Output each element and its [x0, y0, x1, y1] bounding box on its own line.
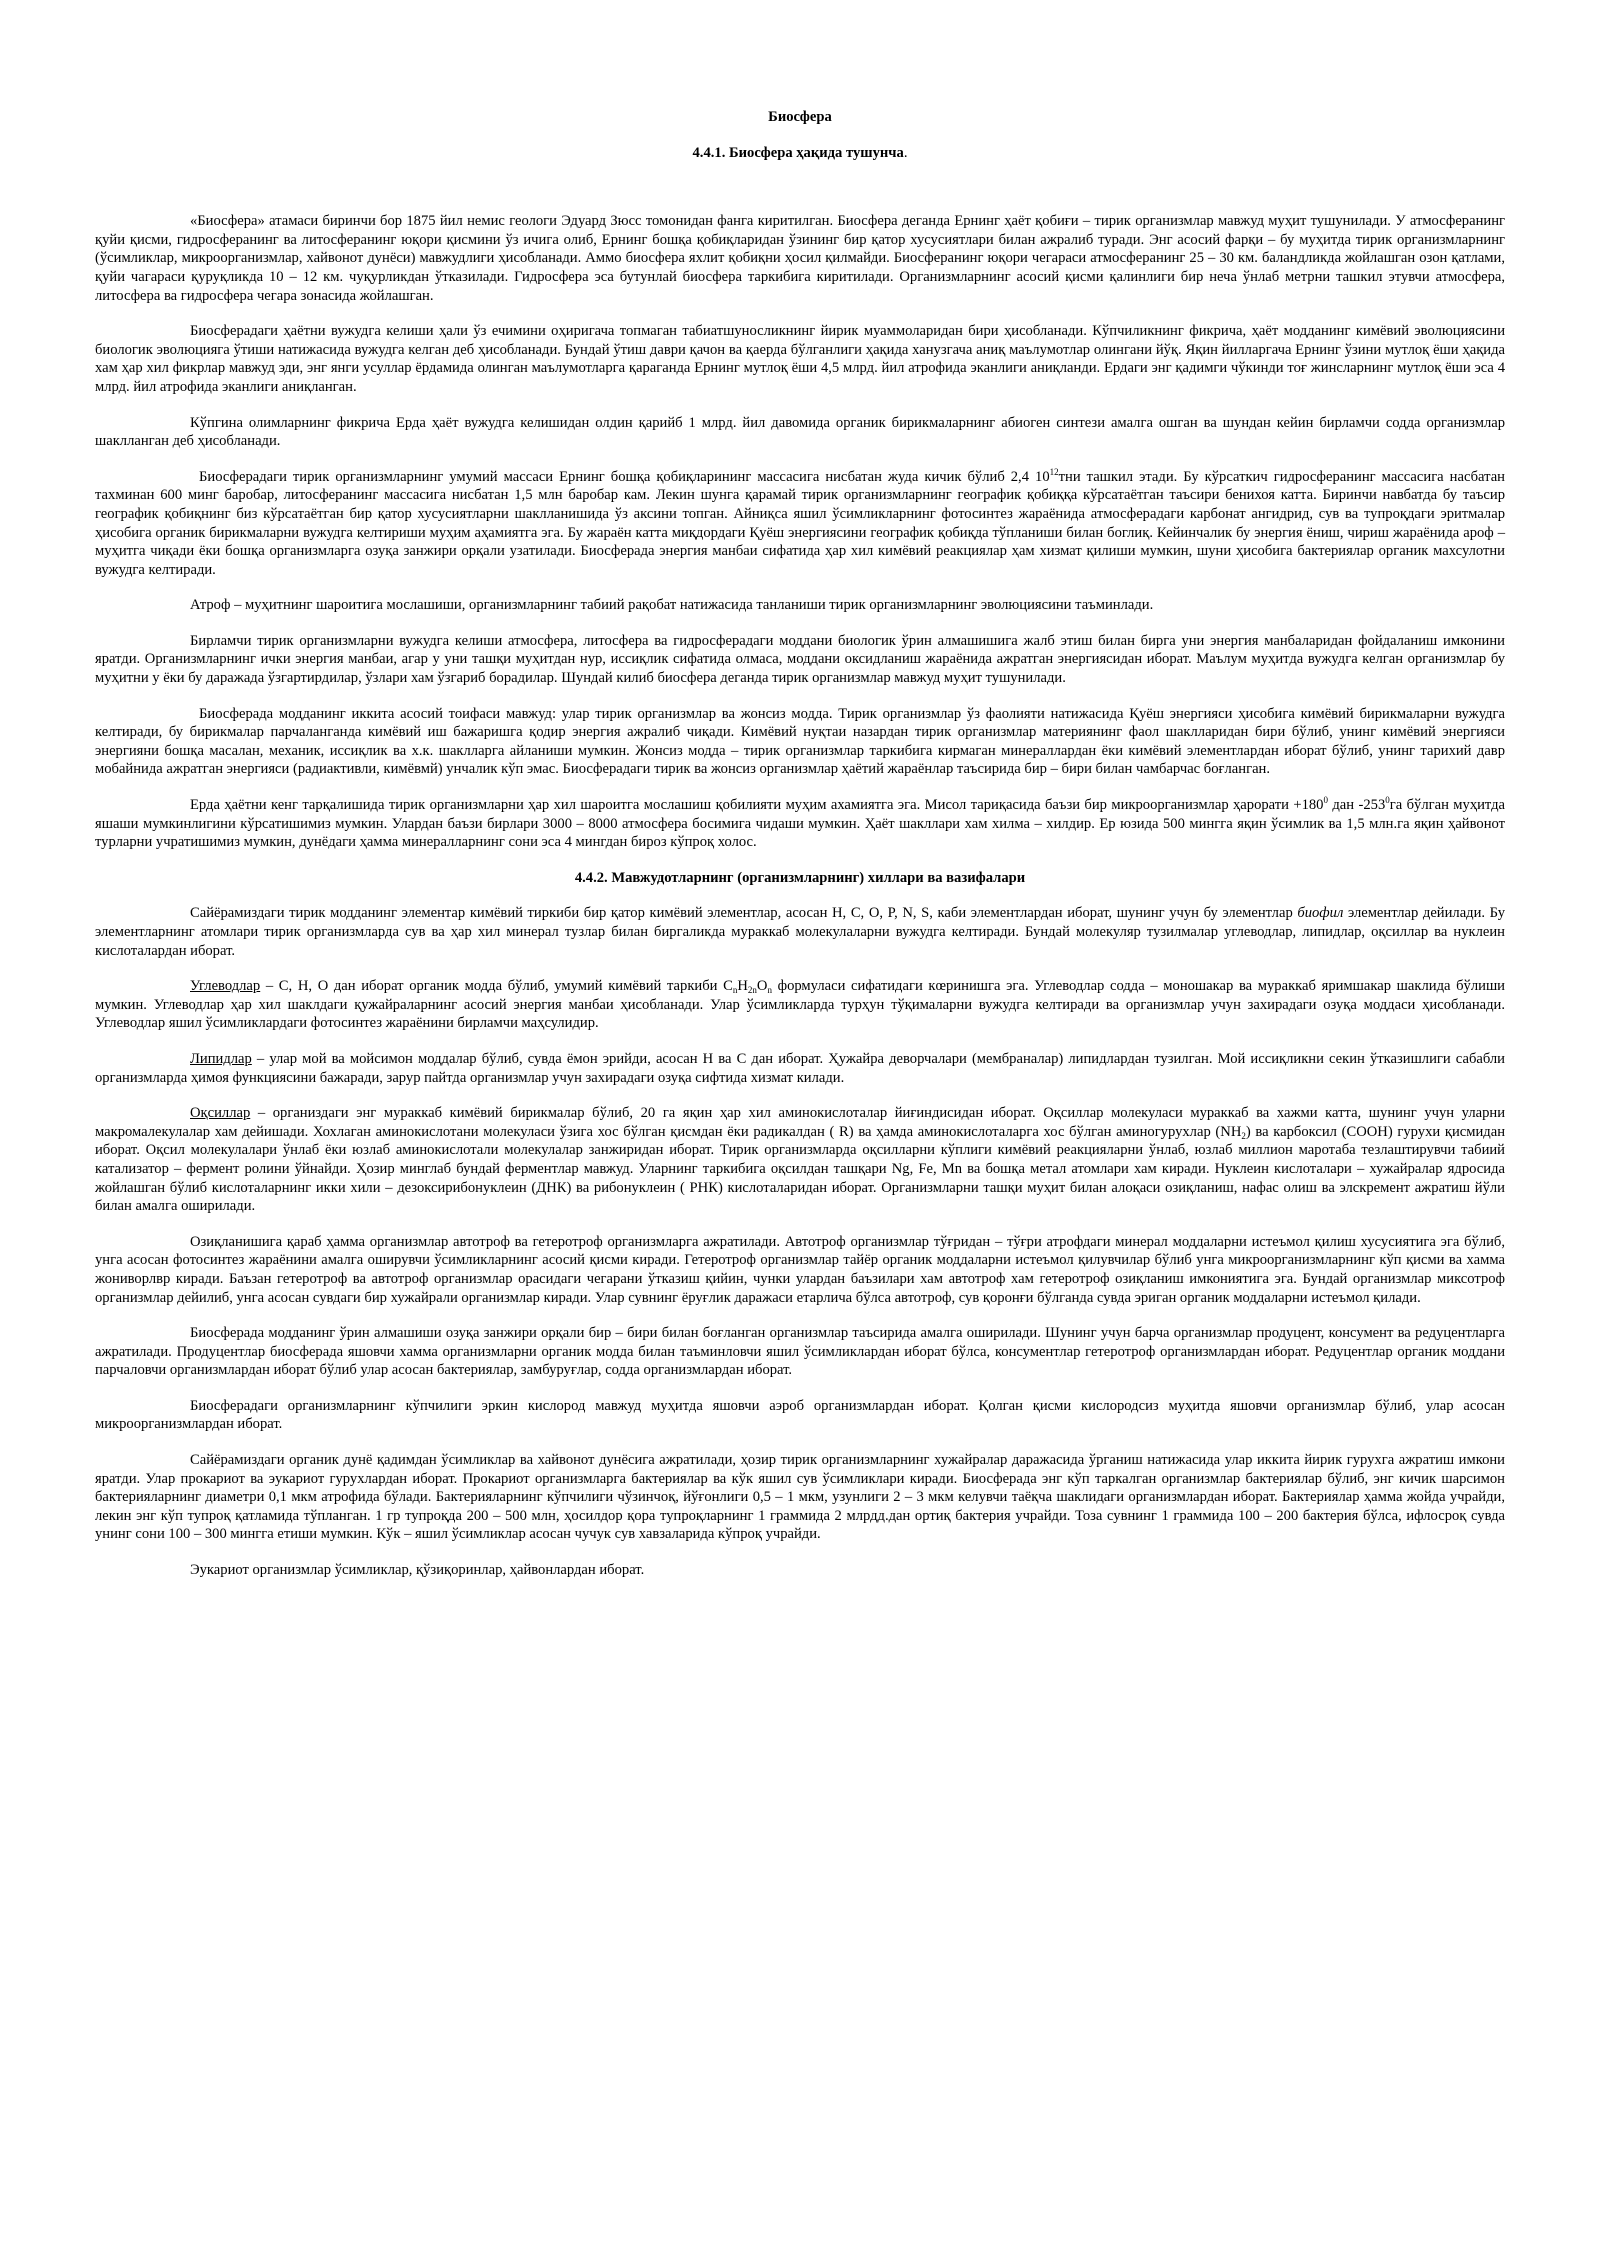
formula-h: H — [737, 978, 748, 995]
paragraph-9-text-a: Сайёрамиздаги тирик модданинг элементар кимёвий тиркиби бир қатор кимёвий элементлар, асосан H, C, O, P, N, S, каби элементлардан иборат, шунинг учун бу элементлар — [190, 905, 1298, 922]
term-lipids: Липидлар — [190, 1050, 252, 1067]
paragraph-12-subscript: 2 — [1241, 1130, 1246, 1141]
paragraph-4-superscript: 12 — [1049, 466, 1059, 477]
section-heading-text: 4.4.1. Биосфера ҳақида тушунча — [692, 144, 904, 161]
paragraph-10 — [95, 977, 1505, 1033]
paragraph-4-text-b: тни ташкил этади. Бу кўрсаткич гидросферанинг массасига насбатан тахминан 600 минг баробар, литосферанинг массасига нисбатан 1,5 млн баробар кам. Лекин шунга қарамай тирик организмларнинг географик қобиққа кўрсатаётган таъсири бенихоя катта. Биринчи навбатда бу таъсир географик қобиқнинг биз кўрсатаётган бир қатор хусусиятларни шаклланишида ўз аксини топган. Айниқса яшил ўсимликларнинг фотосинтез жараёнида атмосферадаги карбонат ангидрид, сув ва тупроқдаги эритмалар ҳисобига органик бирикмаларни вужудга келтириши муҳим аҳамиятга эга. Бу жараён катта миқдордаги Қуёш энергиясини географик қобиқда тўпланиши билан боглиқ. Кейинчалик бу энергия ёниш, чириш жараёнида ароф – муҳитга чиқади ёки бошқа организмларга озуқа занжири орқали узатилади. Биосферада энергия манбаи сифатида ҳар хил кимёвий реакциялар ҳам хизмат қилиши мумкин, шуни ҳисобига бактериялар органик махсулотни вужудга келтиради. — [95, 468, 1505, 578]
paragraph-9-text-b: элементлар дейилади. Бу элементларнинг атомлари тирик организмларда сув ва ҳар хил минерал тузлар билан биргаликда мураккаб молекулаларни вужудга келтиради. Бундай молекуляр тузилмалар углеводлар, липидлар, оқсиллар ва нуклеин кислоталардан иборат. — [95, 905, 1505, 959]
section-heading-4-4-1 — [95, 144, 1505, 163]
paragraph-4-text-a: Биосферадаги тирик организмларнинг умумий массаси Ернинг бошқа қобиқларининг массасига нисбатан жуда кичик бўлиб 2,4 10 — [199, 468, 1050, 485]
paragraph-9 — [95, 904, 1505, 960]
paragraph-4 — [95, 468, 1505, 580]
paragraph-17: Эукариот организмлар ўсимликлар, қўзиқоринлар, ҳайвонлардан иборат. — [190, 1562, 645, 1579]
paragraph-12-text-a: – организдаги энг мураккаб кимёвий бирикмалар бўлиб, 20 га яқин ҳар хил аминокислоталар йиғиндисидан иборат. Оқсиллар молекуласи мураккаб ва хажми катта, шунинг учун уларни макромалекулалар хам дейишади. Хохлаган аминокислотани молекуласи ўзига хос бўлган қисмдан ёки радикалдан ( R) ва ҳамда аминокислоталарга хос бўлган аминогурухлар (NH — [95, 1105, 1505, 1140]
document-title: Биосфера — [768, 109, 832, 125]
paragraph-14: Биосферада модданинг ўрин алмашиши озуқа занжири орқали бир – бири билан боғланган организмлар таъсирида амалга оширилади. Шунинг учун барча организмлар продуцент, консумент ва редуцентларга ажратилади. Продуцентлар биосферада яшовчи хамма организмларни органик модда билан таъминловчи яшил ўсимликлардан иборат бўлса, консументлар гетеротроф организмлардан иборат. Редуцентлар органик моддани парчаловчи организмлардан иборат бўлиб улар асосан бактериялар, замбуруғлар, содда организмлардан иборат. — [95, 1325, 1505, 1379]
paragraph-8-text-a: Ерда ҳаётни кенг тарқалишида тирик организмларни ҳар хил шароитга мослашиш қобилияти муҳим ахамиятга эга. Мисол тариқасида баъзи бир микроорганизмлар ҳарорати +180 — [190, 797, 1324, 814]
paragraph-6: Бирламчи тирик организмларни вужудга келиши атмосфера, литосфера ва гидросферадаги моддани биологик ўрин алмашишига жалб этиш билан бирга уни энергия манбаларидан фойдаланиш имконини яратди. Организмларнинг ички энергия манбаи, агар у уни ташқи муҳитдан нур, иссиқлик сифатида олмаса, моддани оксидланиш жараёнида ажратган энергиясидан иборат. Маълум муҳитда вужудга келган организмлар бу муҳитни у ёки бу даражада ўзгартирдилар, ўзлари хам ўзгариб борадилар. Шундай килиб биосфера деганда тирик организмлар мавжуд муҳит тушунилади. — [95, 632, 1505, 687]
formula-sub-1: n — [732, 985, 738, 996]
paragraph-10-text-a: – C, H, O дан иборат органик модда бўлиб, умумий кимёвий таркиби C — [260, 978, 733, 995]
section-heading-period: . — [903, 144, 908, 161]
paragraph-10-text-d: формуласи сифатидаги кœринишга эга. Углеводлар содда – моношакар ва мураккаб яримшакар шаклида бўлиши мумкин. Углеводлар ҳар хил шаклдаги қужайраларнинг асосий энергия манбаи ҳисобланади. Улар ўсимликларда турҳун тўқималарни вужудга келтиради ва организмлар учун захирадаги озуқа моддаси ҳисобланади. Углеводлар яшил ўсимликлардаги фотосинтез жараёнини бирламчи маҳсулидир. — [95, 978, 1505, 1032]
paragraph-8-degree-1: 0 — [1323, 795, 1328, 806]
paragraph-16: Сайёрамиздаги органик дунё қадимдан ўсимликлар ва хайвонот дунёсига ажратилади, ҳозир тирик организмларнинг хужайралар даражасида ўрганиш натижасида улар иккита йирик гурухга ажратиш имкони яратди. Улар прокариот ва эукариот гурухлардан иборат. Прокариот организмларга бактериялар ва кўк яшил сув ўсимликлари киради. Биосферада энг кўп таркалган организмлар бактериялар бўлиб, энг кичик шарсимон бактерияларнинг диаметри 0,1 мкм атрофида бўлади. Бактерияларнинг кўпчилиги чўзинчоқ, йўғонлиги 0,5 – 1 мкм, узунлиги 2 – 3 мкм келувчи таёқча шаклидаги организмлардан иборат. Бактериялар ҳамма жойда учрайди, лекин энг кўп тупроқ қатламида тўпланган. 1 гр тупроқда 200 – 500 млн, ҳосилдор қора тупроқларнинг 1 граммида 2 млрдд.дан ортиқ бактерия учрайди. Тоза сувнинг 1 граммида 100 – 200 бактерия бўлса, ифлосроқ сувда унинг сони 100 – 300 мингга етиши мумкин. Кўк – яшил ўсимликлар асосан чучук сув хавзаларида кўпроқ учрайди. — [95, 1452, 1505, 1543]
document-page — [95, 108, 1505, 1580]
paragraph-12 — [95, 1104, 1505, 1216]
paragraph-5: Атроф – муҳитнинг шароитига мослашиши, организмларнинг табиий рақобат натижасида танланиши тирик организмларнинг эволюциясини таъминлади. — [190, 597, 1154, 614]
paragraph-8-degree-2: 0 — [1385, 795, 1390, 806]
paragraph-11 — [95, 1050, 1505, 1087]
formula-sub-2: 2n — [747, 985, 757, 996]
formula-o: O — [756, 978, 768, 995]
paragraph-2: Биосферадаги ҳаётни вужудга келиши ҳали ўз ечимини оҳиригача топмаган табиатшуносликнинг йирик муаммоларидан бири ҳисобланади. Кўпчиликнинг фикрича, ҳаёт модданинг кимёвий эволюциясини биологик эволюцияга ўтиши натижасида вужудга келган деб ҳисобланади. Бундай ўтиш даври қачон ва қаерда бўлганлиги ҳақида ханузгача аниқ маълумотлар олингани йўқ. Яқин йилларгача Ернинг ўзини мутлоқ ёши ҳақида хам ҳар хил фикрлар мавжуд эди, энг янги усуллар ёрдамида олинган маълумотларга қараганда Ернинг мутлоқ ёши 4,5 млрд. йил атрофида эканлиги аниқланди. Ердаги энг қадимги чўкинди тоғ жинсларнинг мутлоқ ёши эса 4 млрд. йил атрофида эканлиги аниқланган. — [95, 323, 1505, 395]
paragraph-8-text-b: дан -253 — [1327, 797, 1386, 814]
paragraph-3: Кўпгина олимларнинг фикрича Ерда ҳаёт вужудга келишидан олдин қарийб 1 млрд. йил давомида органик бирикмаларнинг абиоген синтези амалга ошган ва шундан кейин бирламчи содда организмлар шаклланган деб ҳисобланади. — [95, 414, 1505, 450]
formula-sub-3: n — [767, 985, 772, 996]
paragraph-12-text-b: ) ва карбоксил (COOH) гурухи қисмидан иборат. Оқсил молекулалари ўнлаб ёки юзлаб аминокислотали молекулалар занжиридан иборат. Тирик организмларда оқсилларни кўплиги кимёвий реакцияларни ўнлаб, юзлаб миллион маротаба тезлаштирувчи табиий катализатор – фермент ролини ўйнайди. Ҳозир минглаб бундай ферментлар мавжуд. Уларнинг таркибига оқсилдан ташқари Ng, Fe, Mn ва бошқа метал атомлари хам киради. Нуклеин кислоталари – хужайралар ядросида жойлашган бўлиб кислоталарнинг икки хили – дезоксирибонуклеин (ДНК) ва рибонуклеин ( РНК) кислоталаридан иборат. Организмларни ташқи муҳит билан алоқаси озиқланиш, нафас олиш ва элскремент ажратиш йўли билан амалга оширилади. — [95, 1123, 1506, 1215]
paragraph-13: Озиқланишига қараб ҳамма организмлар автотроф ва гетеротроф организмларга ажратилади. Автотроф организмлар тўғридан – тўғри атрофдаги минерал моддаларни истеъмол қилиш хусусиятига эга бўлиб, унга асосан фотосинтез жараёнини амалга оширувчи ўсимликларнинг асосий қисми киради. Гетеротроф организмлар тайёр органик моддаларни истеъмол қилувчилар бўлиб унга микроорганизмларнинг кўп қисми ва хамма жониворлвр киради. Баъзан гетеротроф ва автотроф организмлар орасидаги чегарани ўтказиш қийин, чунки улардан баъзилари хам автотроф хам гетеротроф озиқланиш имкониятига эга. Бундай организмлар миксотроф организмлар дейилиб, унга асосан сувдаги бир хужайрали организмлар киради. Улар сувнинг ёруғлик даражаси етарлича бўлса автотроф, сув қоронғи бўлганда сувда эриган органик моддаларни истеъмол қилади. — [95, 1233, 1505, 1306]
paragraph-1: «Биосфера» атамаси биринчи бор 1875 йил немис геологи Эдуард Зюсс томонидан фанга киритилган. Биосфера деганда Ернинг ҳаёт қобиғи – тирик организмлар мавжуд муҳит тушунилади. У атмосферанинг қуйи қисми, гидросферанинг ва литосферанинг юқори қисмини ўз ичига олиб, Ернинг бошқа қобиқларидан ўзининг бир қатор хусусиятлари билан ажралиб туради. Энг асосий фарқи – бу муҳитда тирик организмларнинг (ўсимликлар, микроорганизмлар, хайвонот дунёси) мавжудлиги ҳисобланади. Аммо биосфера яхлит қобиқни ҳосил қилмайди. Биосферанинг юқори чегараси атмосферанинг 25 – 30 км. баландликда жойлашган озон қатлами, қуйи чагараси қуруқликда 10 – 12 км. чуқурликдан ўтказилади. Гидросфера эса бутунлай биосфера таркибига киритилади. Организмларнинг асосий қисми қалинлиги бир неча ўнлаб метрни ташкил этувчи атмосфера, литосфера ва гидросфера чегара зонасида жойлашган. — [95, 213, 1505, 304]
paragraph-11-text: – улар мой ва мойсимон моддалар бўлиб, сувда ёмон эрийди, асосан H ва C дан иборат. Ҳужайра деворчалари (мембраналар) липидлардан тузилган. Мой иссиқликни секин ўтказишлиги сабабли организмларда ҳимоя функциясини бажаради, заруp пайтда организмлар учун захирадаги озуқа сифтида хизмат килади. — [95, 1050, 1505, 1086]
paragraph-8-text-c: га бўлган муҳитда яшаши мумкинлигини кўрсатишимиз мумкин. Улардан баъзи бирлари 3000 – 8000 атмосфера босимига чидаши мумкин. Ҳаёт шакллари хам хилма – хилдир. Ер юзида 500 мингга яқин ўсимлик ва 1,5 млн.га яқин ҳайвонот турларни учратишимиз мумкин, дунёдаги ҳамма минералларнинг сони эса 4 мингдан бироз кўпроқ холос. — [95, 797, 1506, 851]
term-proteins: Оқсиллар — [190, 1105, 251, 1122]
paragraph-9-emphasis: биофил — [1297, 905, 1344, 922]
paragraph-15: Биосферадаги организмларнинг кўпчилиги эркин кислород мавжуд муҳитда яшовчи аэроб организмлардан иборат. Қолган қисми кислородсиз муҳитда яшовчи организмлар бўлиб, улар асосан микроорганизмлардан иборат. — [95, 1397, 1505, 1433]
paragraph-8 — [95, 796, 1505, 852]
paragraph-7: Биосферада модданинг иккита асосий тоифаси мавжуд: улар тирик организмлар ва жонсиз модда. Тирик организмлар ўз фаолияти натижасида Қуёш энергияси ҳисобига кимёвий бирикмаларни вужудга келтиради, бу бирикмалар парчаланганда кимёвий иш бажаришга қодир энергия ажралиб чиқади. Кимёвий нуқтаи назардан тирик организмлар материянинг фаол шаклларидан бири бўлиб, унинг кимёвий энергияси энергияни бошқа масалан, механик, иссиқлик ва х.к. шаклларга айланиши мумкин. Жонсиз модда – тирик организмлар таркибига кирмаган минераллардан ёки кимёвий элементлардан иборат бўлиб, унинг тарихий давр мобайнида ажратган энергияси (радиактивли, кимёвмй) унчалик кўп эмас. Биосферадаги тирик ва жонсиз организмлар ҳаётий жараёнлар таъсирида бир – бири билан чамбарчас боғланган. — [95, 705, 1505, 778]
term-carbohydrates: Углеводлар — [190, 978, 261, 995]
section-heading-4-4-2: 4.4.2. Мавжудотларнинг (организмларнинг) хиллари ва вазифалари — [574, 869, 1026, 886]
